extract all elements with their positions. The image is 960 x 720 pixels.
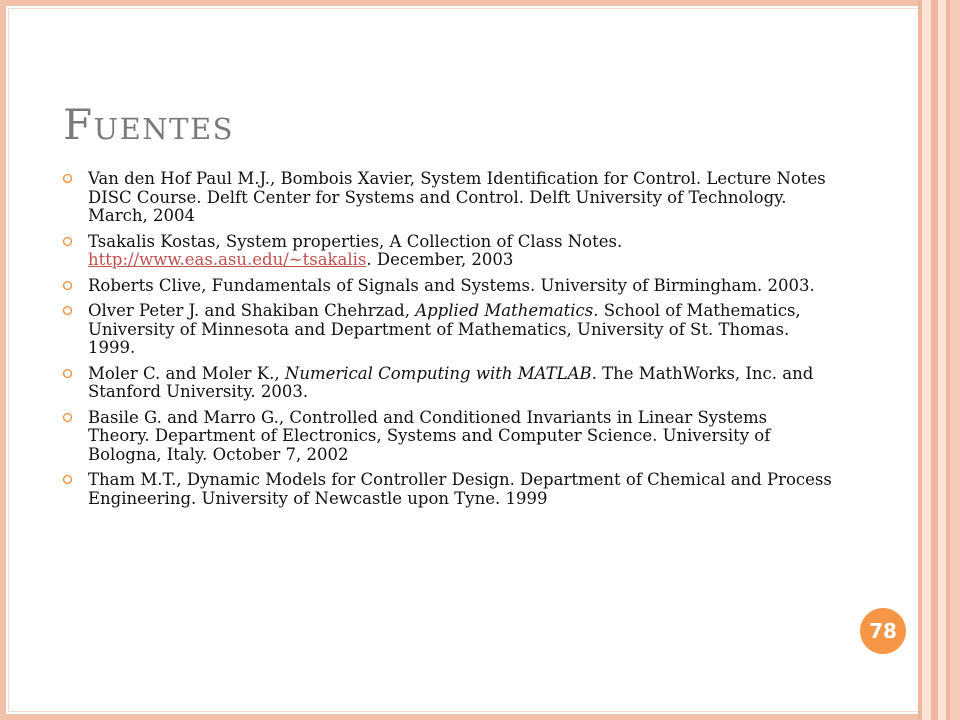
reference-text-tail: . The MathWorks, Inc. and Stanford University. 2003. xyxy=(88,363,814,401)
reference-item xyxy=(62,277,832,296)
ring-bullet-icon xyxy=(62,280,73,291)
ring-bullet-icon xyxy=(62,412,73,423)
decorative-stripe xyxy=(938,0,946,720)
ring-bullet-icon xyxy=(62,236,73,247)
reference-link[interactable]: http://www.eas.asu.edu/~tsakalis xyxy=(88,250,367,269)
decorative-stripe xyxy=(931,0,938,720)
reference-item xyxy=(62,233,832,270)
reference-text: Moler C. and Moler K., xyxy=(88,363,285,383)
reference-text-tail: School of Mathematics, University of Minnesota and Department of Mathematics, University of St. Thomas. 1999. xyxy=(88,301,801,357)
reference-text: Basile G. and Marro G., Controlled and Conditioned Invariants in Linear Systems Theory. Department of Electronics, Systems and Computer Science. University of Bologna, Italy. October 7, 2002 xyxy=(88,407,771,464)
ring-bullet-icon xyxy=(62,173,73,184)
reference-item xyxy=(62,365,832,402)
reference-title-italic: Numerical Computing with MATLAB xyxy=(284,363,592,383)
reference-text-tail: . December, 2003 xyxy=(366,250,514,269)
decorative-stripe xyxy=(922,0,931,720)
page-number-badge: 78 xyxy=(860,608,906,654)
reference-text: Van den Hof Paul M.J., Bombois Xavier, System Identification for Control. Lecture Notes DISC Course. Delft Center for Systems and Control. Delft University of Technology. March, 2004 xyxy=(88,169,826,225)
reference-title-italic: Applied Mathematics. xyxy=(415,301,599,320)
reference-item xyxy=(62,471,832,508)
reference-item xyxy=(62,409,832,465)
reference-item xyxy=(62,170,832,226)
reference-item xyxy=(62,302,832,358)
slide-title: Fuentes xyxy=(63,100,235,149)
reference-text: Roberts Clive, Fundamentals of Signals and Systems. University of Birmingham. 2003. xyxy=(88,275,815,295)
ring-bullet-icon xyxy=(62,368,73,379)
reference-list xyxy=(62,170,832,515)
reference-text: Tham M.T., Dynamic Models for Controller Design. Department of Chemical and Process Engineering. University of Newcastle upon Tyne. 1999 xyxy=(88,470,832,508)
reference-text: Olver Peter J. and Shakiban Chehrzad, xyxy=(88,301,416,320)
reference-text: Tsakalis Kostas, System properties, A Collection of Class Notes. xyxy=(88,231,623,251)
ring-bullet-icon xyxy=(62,474,73,485)
decorative-stripe xyxy=(950,0,960,720)
ring-bullet-icon xyxy=(62,305,73,316)
